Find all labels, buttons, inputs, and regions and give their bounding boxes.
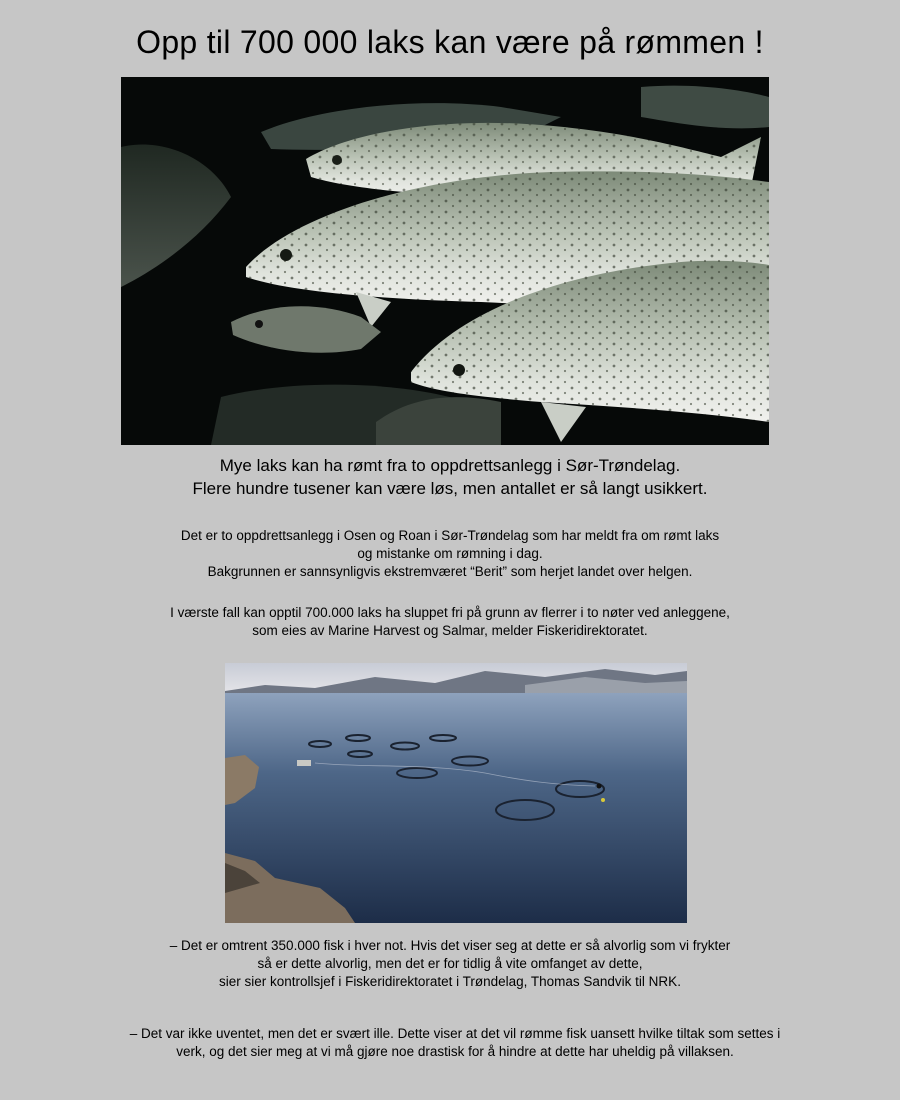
quote-line: så er dette alvorlig, men det er for tidlig å vite omfanget av dette, — [257, 956, 643, 971]
lead-line: Flere hundre tusener kan være løs, men antallet er så langt usikkert. — [192, 479, 708, 498]
quote-line: sier sier kontrollsjef i Fiskeridirektoratet i Trøndelag, Thomas Sandvik til NRK. — [219, 974, 681, 989]
fish-farm-photo — [225, 663, 687, 923]
quote-line: – Det er omtrent 350.000 fisk i hver not. Hvis det viser seg at dette er så alvorlig som vi frykter — [169, 938, 731, 953]
quote-line: verk, og det sier meg at vi må gjøre noe drastisk for å hindre at dette har uheldig på villaksen. — [176, 1044, 734, 1059]
paragraph-line: som eies av Marine Harvest og Salmar, melder Fiskeridirektoratet. — [252, 623, 648, 638]
lead-text — [0, 454, 900, 500]
paragraph-line: Det er to oppdrettsanlegg i Osen og Roan i Sør-Trøndelag som har meldt fra om rømt laks — [180, 528, 720, 543]
paragraph — [0, 604, 900, 640]
paragraph — [0, 527, 900, 581]
quote — [0, 937, 900, 991]
salmon-photo — [121, 77, 769, 445]
quote-line: – Det var ikke uventet, men det er svært ille. Dette viser at det vil rømme fisk uansett hvilke tiltak som settes i — [129, 1026, 781, 1041]
lead-line: Mye laks kan ha rømt fra to oppdrettsanlegg i Sør-Trøndelag. — [219, 456, 681, 475]
paragraph-line: Bakgrunnen er sannsynligvis ekstremværet “Berit” som herjet landet over helgen. — [207, 564, 693, 579]
quote — [30, 1025, 880, 1061]
paragraph-line: og mistanke om rømning i dag. — [357, 546, 543, 561]
paragraph-line: I værste fall kan opptil 700.000 laks ha sluppet fri på grunn av flerrer i to nøter ved anleggene, — [170, 605, 730, 620]
headline: Opp til 700 000 laks kan være på rømmen ! — [136, 24, 764, 60]
